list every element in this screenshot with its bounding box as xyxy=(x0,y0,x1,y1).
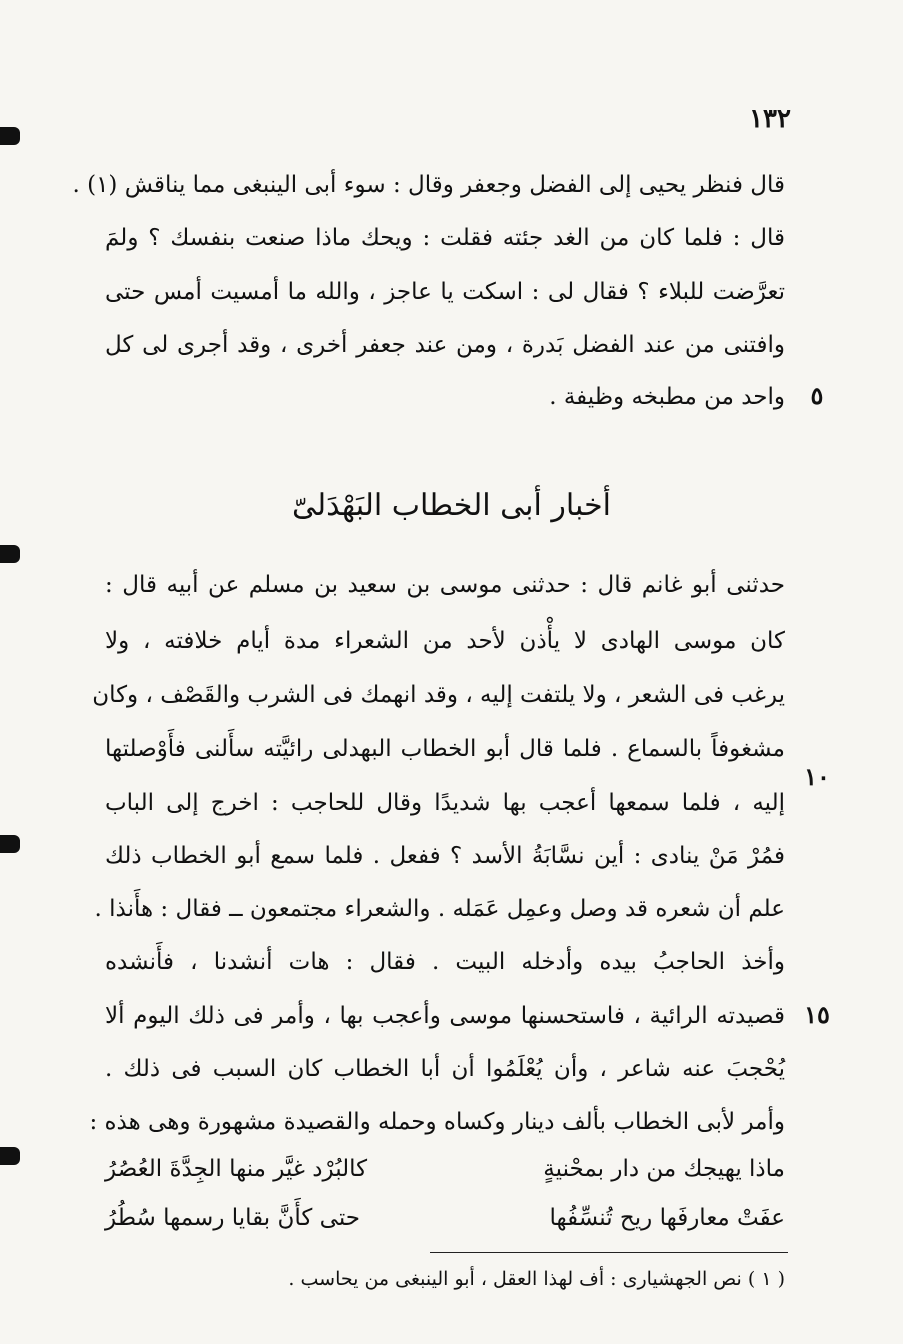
text-line: واحد من مطبخه وظيفة . xyxy=(549,384,785,410)
line-number: ١٠ xyxy=(804,762,830,791)
text-line: وأخذ الحاجبُ بيده وأدخله البيت . فقال : هات أنشدنا ، فأَنشده xyxy=(105,949,785,975)
text-line: يرغب فى الشعر ، ولا يلتفت إليه ، وقد انهمك فى الشرب والقَصْف ، وكان xyxy=(92,682,785,708)
page-edge-mark xyxy=(0,127,20,145)
poem-verse xyxy=(105,1156,785,1188)
text-line: وافتنى من عند الفضل بَدرة ، ومن عند جعفر أخرى ، وقد أجرى لى كل xyxy=(105,332,785,358)
footnote-divider xyxy=(430,1252,788,1253)
page-edge-mark xyxy=(0,1147,20,1165)
line-number: ١٥ xyxy=(804,1000,830,1029)
text-line: كان موسى الهادى لا يأْذن لأحد من الشعراء مدة أيام خلافته ، ولا xyxy=(105,628,785,654)
text-line: مشغوفاً بالسماع . فلما قال أبو الخطاب البهدلى رائيَّته سأَلنى فأَوْصلتها xyxy=(105,736,785,762)
text-line: قال فنظر يحيى إلى الفضل وجعفر وقال : سوء أبى الينبغى مما يناقش (١) . xyxy=(72,172,785,198)
footnote: ( ١ ) نص الجهشيارى : أف لهذا العقل ، أبو الينبغى من يحاسب . xyxy=(288,1268,785,1290)
text-line: يُحْجبَ عنه شاعر ، وأن يُعْلَمُوا أن أبا الخطاب كان السبب فى ذلك . xyxy=(105,1056,785,1082)
text-line: وأمر لأبى الخطاب بألف دينار وكساه وحمله والقصيدة مشهورة وهى هذه : xyxy=(89,1109,785,1135)
text-line: قصيدته الرائية ، فاستحسنها موسى وأعجب بها ، وأمر فى ذلك اليوم ألا xyxy=(105,1003,785,1029)
page-number: ١٣٢ xyxy=(749,104,791,134)
page-edge-mark xyxy=(0,835,20,853)
page-edge-mark xyxy=(0,545,20,563)
poem-verse xyxy=(105,1205,785,1237)
text-line: علم أن شعره قد وصل وعمِل عَمَله . والشعراء مجتمعون ــ فقال : هأَنذا . xyxy=(94,896,785,922)
text-line: تعرَّضت للبلاء ؟ فقال لى : اسكت يا عاجز ، والله ما أمسيت أمس حتى xyxy=(105,279,785,305)
text-line: حدثنى أبو غانم قال : حدثنى موسى بن سعيد بن مسلم عن أبيه قال : xyxy=(105,572,785,598)
line-number: ٥ xyxy=(810,381,824,410)
verse-second-hemistich: كالبُرْد غيَّر منها الجِدَّةَ العُصُرُ xyxy=(105,1156,368,1182)
text-line: قال : فلما كان من الغد جئته فقلت : ويحك ماذا صنعت بنفسك ؟ ولمَ xyxy=(105,225,785,251)
text-line: فمُرْ مَنْ ينادى : أين نسَّابَةُ الأسد ؟ ففعل . فلما سمع أبو الخطاب ذلك xyxy=(105,843,785,869)
verse-first-hemistich: ماذا يهيجك من دار بمحْنيةٍ xyxy=(543,1156,785,1182)
verse-second-hemistich: حتى كأَنَّ بقايا رسمها سُطُرُ xyxy=(105,1205,360,1231)
verse-first-hemistich: عفَتْ معارفَها ريح تُنسِّفُها xyxy=(549,1205,785,1231)
section-heading: أخبار أبى الخطاب البَهْدَلىّ xyxy=(292,488,611,523)
text-line: إليه ، فلما سمعها أعجب بها شديدًا وقال للحاجب : اخرج إلى الباب xyxy=(105,790,785,816)
